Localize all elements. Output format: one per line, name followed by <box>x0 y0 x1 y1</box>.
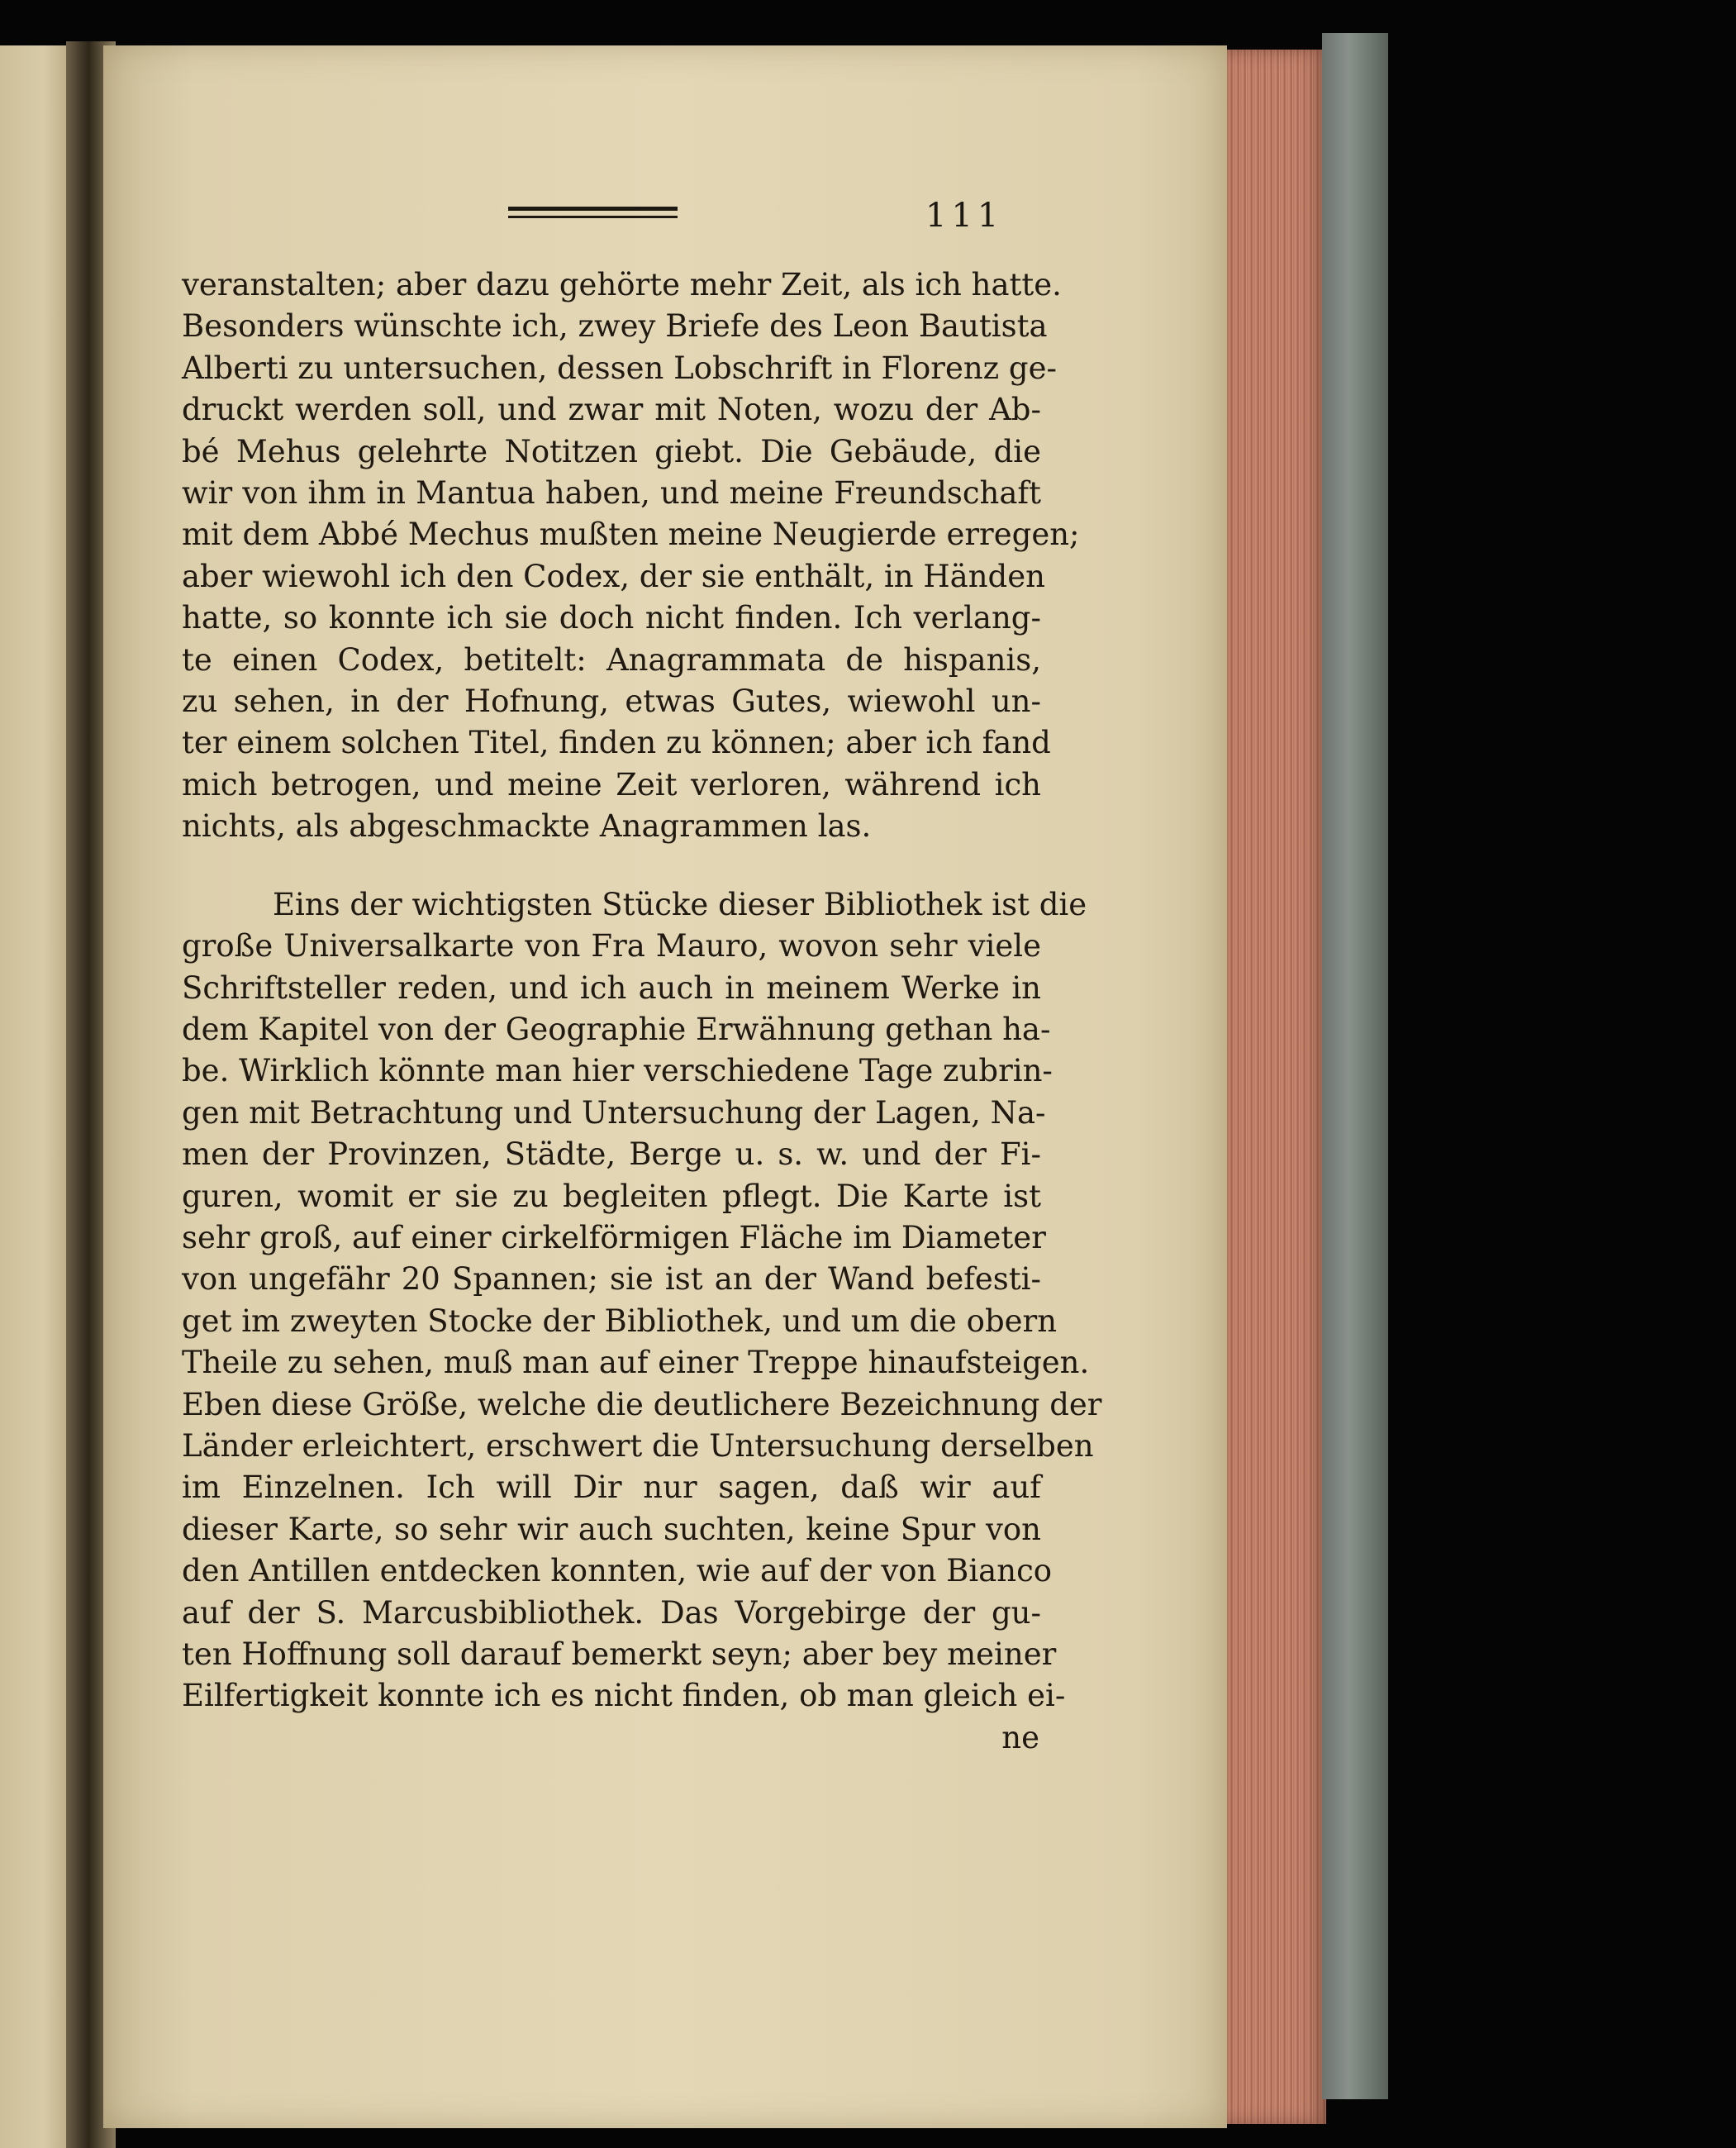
text-line: te einen Codex, betitelt: Anagrammata de hispanis, <box>182 641 1041 678</box>
text-line: Eins der wichtigsten Stücke dieser Bibliothek ist die <box>273 886 1087 922</box>
text-line: guren, womit er sie zu begleiten pflegt. Die Karte ist <box>182 1178 1041 1214</box>
text-line: Eben diese Größe, welche die deutlichere Bezeichnung der <box>182 1386 1102 1422</box>
text-line: Besonders wünschte ich, zwey Briefe des Leon Bautista <box>182 308 1048 345</box>
book-cover-edge <box>1322 33 1388 2099</box>
text-line: aber wiewohl ich den Codex, der sie enthält, in Händen <box>182 558 1045 594</box>
text-line: bé Mehus gelehrte Notitzen giebt. Die Gebäude, die <box>182 433 1041 469</box>
text-line: hatte, so konnte ich sie doch nicht finden. Ich verlang- <box>182 600 1041 636</box>
text-line: Länder erleichtert, erschwert die Untersuchung derselben <box>182 1427 1094 1464</box>
text-line: Theile zu sehen, muß man auf einer Treppe hinaufsteigen. <box>182 1345 1090 1381</box>
text-line: Schriftsteller reden, und ich auch in meinem Werke in <box>182 969 1041 1006</box>
text-line: große Universalkarte von Fra Mauro, wovon sehr viele <box>182 928 1041 964</box>
text-line: sehr groß, auf einer cirkelförmigen Fläche im Diameter <box>182 1219 1046 1255</box>
text-line: veranstalten; aber dazu gehörte mehr Zeit, als ich hatte. <box>182 267 1062 302</box>
catchword: ne <box>1001 1719 1039 1755</box>
text-line: ten Hoffnung soll darauf bemerkt seyn; aber bey meiner <box>182 1636 1057 1672</box>
facing-page-edge <box>0 45 73 2148</box>
text-line: ter einem solchen Titel, finden zu können; aber ich fand <box>182 725 1051 761</box>
text-line: mich betrogen, und meine Zeit verloren, während ich <box>182 766 1041 803</box>
text-line: zu sehen, in der Hofnung, etwas Gutes, wiewohl un- <box>182 683 1041 720</box>
text-line: den Antillen entdecken konnten, wie auf der von Bianco <box>182 1553 1053 1589</box>
text-line: nichts, als abgeschmackte Anagrammen las. <box>182 808 872 845</box>
text-line: wir von ihm in Mantua haben, und meine Freundschaft <box>182 475 1041 512</box>
text-line: von ungefähr 20 Spannen; sie ist an der Wand befesti- <box>182 1261 1041 1298</box>
text-line: get im zweyten Stocke der Bibliothek, und um die obern <box>182 1303 1058 1339</box>
paragraph-1 <box>182 264 1080 848</box>
text-line: dieser Karte, so sehr wir auch suchten, keine Spur von <box>182 1511 1041 1547</box>
text-line: auf der S. Marcusbibliothek. Das Vorgebirge der gu- <box>182 1594 1041 1631</box>
text-line: be. Wirklich könnte man hier verschiedene Tage zubrin- <box>182 1053 1053 1089</box>
header-rule <box>508 207 678 218</box>
text-line: druckt werden soll, und zwar mit Noten, wozu der Ab- <box>182 392 1041 428</box>
page-number: 111 <box>925 197 1004 235</box>
page-block-edges <box>1227 50 1326 2124</box>
text-line: gen mit Betrachtung und Untersuchung der Lagen, Na- <box>182 1094 1046 1131</box>
paragraph-2 <box>182 884 1102 1717</box>
text-line: mit dem Abbé Mechus mußten meine Neugierde erregen; <box>182 517 1080 553</box>
body-text <box>182 264 1102 1759</box>
text-line: im Einzelnen. Ich will Dir nur sagen, daß wir auf <box>182 1469 1041 1506</box>
text-line: Eilfertigkeit konnte ich es nicht finden, ob man gleich ei- <box>182 1678 1066 1714</box>
text-line: men der Provinzen, Städte, Berge u. s. w. und der Fi- <box>182 1136 1041 1173</box>
text-line: Alberti zu untersuchen, dessen Lobschrift in Florenz ge- <box>182 350 1058 386</box>
text-line: dem Kapitel von der Geographie Erwähnung gethan ha- <box>182 1011 1051 1047</box>
